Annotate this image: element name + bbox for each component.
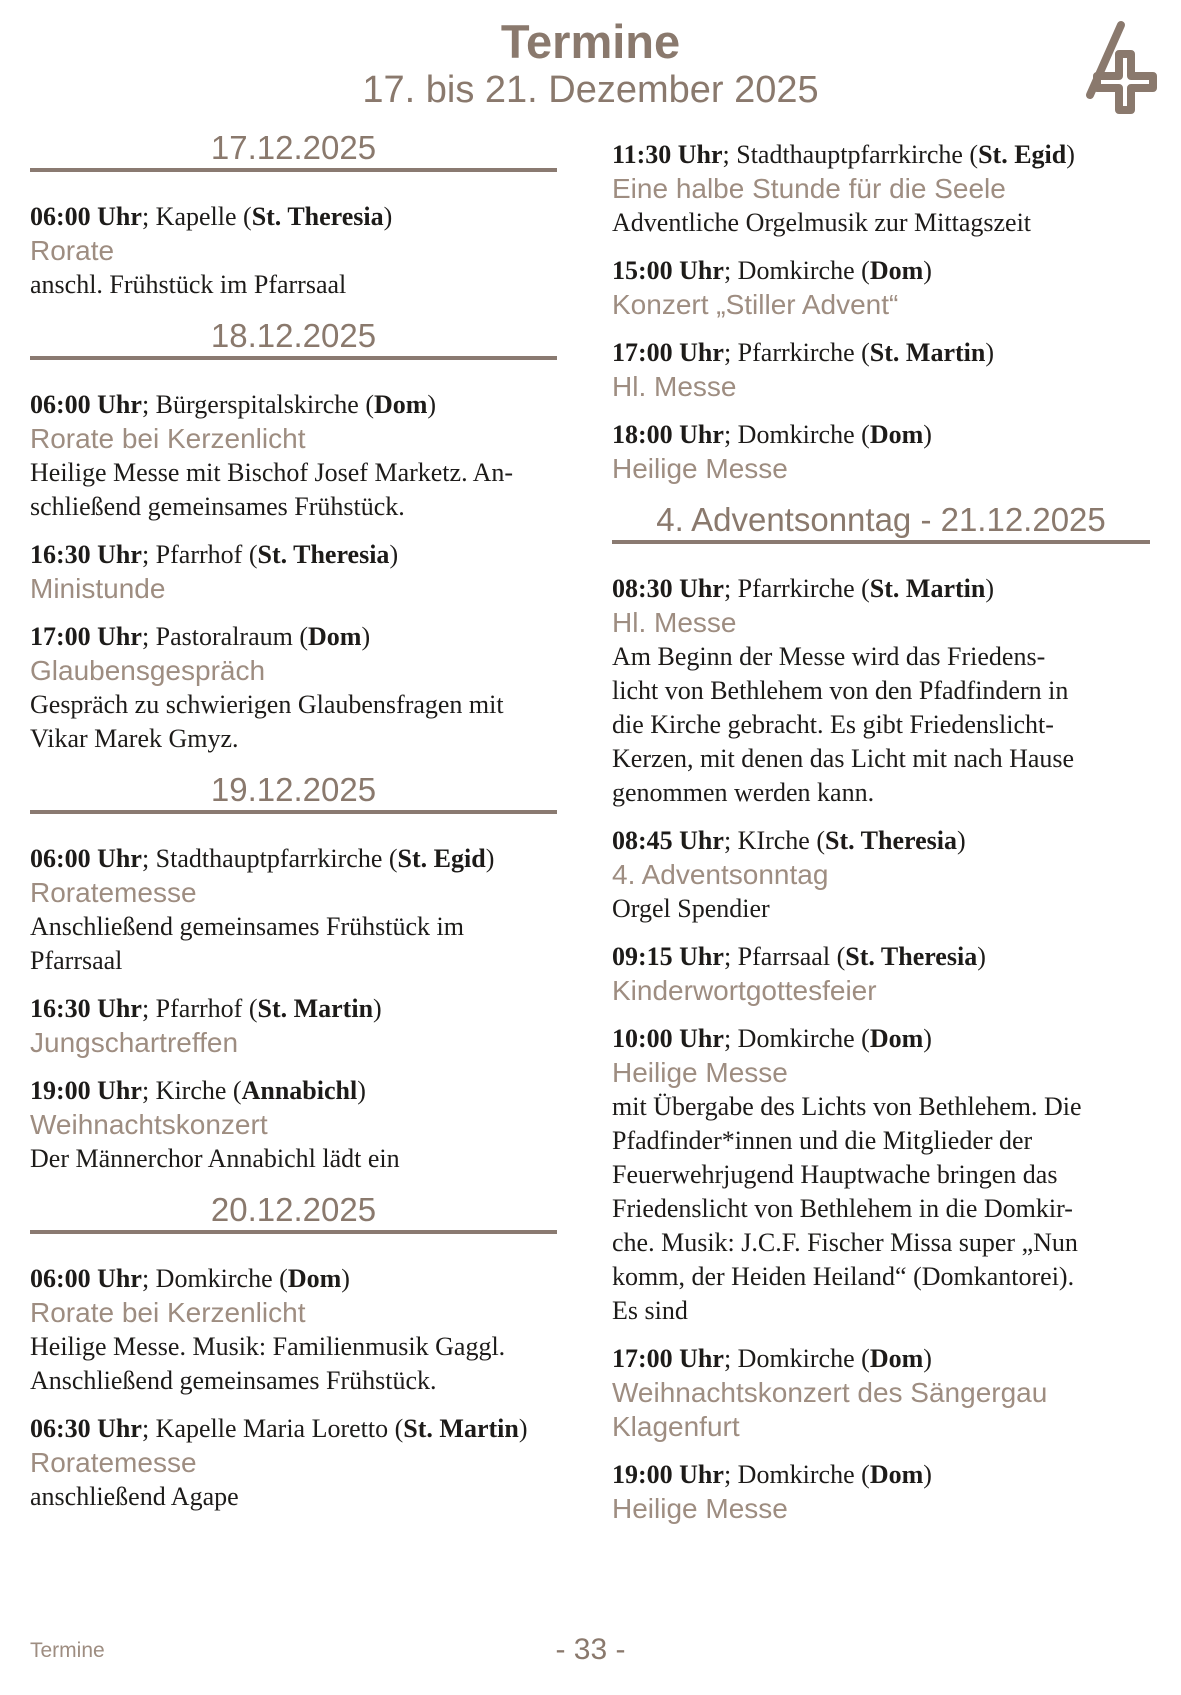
event-venue: St. Theresia — [825, 826, 957, 855]
event-time: 10:00 Uhr — [612, 1024, 724, 1053]
event-entry — [30, 1262, 557, 1398]
event-title: Heilige Messe — [612, 453, 788, 484]
event-description-line: Heilige Messe. Musik: Familienmusik Gaggl. — [30, 1332, 506, 1361]
event-entry — [30, 538, 557, 606]
event-meta: 17:00 Uhr; Domkirche (Dom) — [612, 1344, 932, 1373]
event-venue: Dom — [287, 1264, 342, 1293]
event-meta: 06:00 Uhr; Domkirche (Dom) — [30, 1264, 350, 1293]
event-description-line: Heilige Messe mit Bischof Josef Marketz. An- — [30, 458, 514, 487]
event-time: 06:00 Uhr — [30, 202, 142, 231]
event-venue: Dom — [869, 1024, 924, 1053]
event-meta: 06:00 Uhr; Bürgerspitalskirche (Dom) — [30, 390, 437, 419]
event-entry — [612, 138, 1150, 240]
event-venue: St. Martin — [403, 1414, 519, 1443]
event-venue: Dom — [308, 622, 362, 651]
event-description-line: Anschließend gemeinsames Frühstück im — [30, 912, 464, 941]
event-description-line: die Kirche gebracht. Es gibt Friedenslicht- — [612, 710, 1054, 739]
event-venue: Dom — [869, 1344, 924, 1373]
event-entry — [30, 1074, 557, 1176]
event-description-line: Friedenslicht von Bethlehem in die Domkir- — [612, 1194, 1073, 1223]
event-description-line: Pfadfinder*innen und die Mitglieder der — [612, 1126, 1033, 1155]
event-venue: St. Theresia — [257, 540, 390, 569]
event-meta: 11:30 Uhr; Stadthauptpfarrkirche (St. Egid) — [612, 140, 1075, 169]
event-title: Rorate bei Kerzenlicht — [30, 423, 306, 454]
event-time: 06:00 Uhr — [30, 1264, 142, 1293]
event-entry — [612, 336, 1150, 404]
event-meta: 06:30 Uhr; Kapelle Maria Loretto (St. Martin) — [30, 1414, 528, 1443]
event-description-line: anschließend Agape — [30, 1482, 239, 1511]
event-description-line: genommen werden kann. — [612, 778, 875, 807]
event-meta: 06:00 Uhr; Stadthauptpfarrkirche (St. Egid) — [30, 844, 495, 873]
event-location: Kirche — [155, 1076, 227, 1105]
content — [0, 128, 1181, 1540]
event-entry — [612, 1342, 1150, 1444]
event-title: Roratemesse — [30, 1447, 197, 1478]
page-header — [0, 0, 1181, 112]
event-entry — [30, 842, 557, 978]
event-location: Domkirche — [155, 1264, 273, 1293]
event-location: Pfarrkirche — [737, 574, 855, 603]
event-time: 06:00 Uhr — [30, 844, 142, 873]
event-location: Domkirche — [737, 1460, 855, 1489]
date-rule — [30, 1230, 557, 1234]
event-time: 17:00 Uhr — [612, 338, 724, 367]
event-meta: 19:00 Uhr; Domkirche (Dom) — [612, 1460, 932, 1489]
event-entry — [612, 940, 1150, 1008]
event-entry — [30, 620, 557, 756]
event-entry — [612, 254, 1150, 322]
event-time: 09:15 Uhr — [612, 942, 724, 971]
event-location: Pfarrsaal — [737, 942, 831, 971]
event-time: 17:00 Uhr — [612, 1344, 724, 1373]
event-entry — [612, 418, 1150, 486]
event-description-line: anschl. Frühstück im Pfarrsaal — [30, 270, 347, 299]
event-entry — [30, 388, 557, 524]
event-description-line: Gespräch zu schwierigen Glaubensfragen mit — [30, 690, 504, 719]
event-description-line: Vikar Marek Gmyz. — [30, 724, 239, 753]
event-time: 17:00 Uhr — [30, 622, 142, 651]
event-description-line: Pfarrsaal — [30, 946, 123, 975]
event-location: Kapelle — [155, 202, 237, 231]
event-location: Domkirche — [737, 420, 855, 449]
event-title: Hl. Messe — [612, 371, 737, 402]
event-location: Pfarrkirche — [737, 338, 855, 367]
event-venue: St. Martin — [257, 994, 374, 1023]
date-header: 19.12.2025 — [210, 771, 377, 808]
left-column — [30, 128, 557, 1540]
event-meta: 10:00 Uhr; Domkirche (Dom) — [612, 1024, 932, 1053]
event-entry — [612, 572, 1150, 810]
event-description-line: Am Beginn der Messe wird das Friedens- — [612, 642, 1046, 671]
date-header: 4. Adventsonntag - 21.12.2025 — [656, 501, 1106, 538]
event-title: 4. Adventsonntag — [612, 859, 829, 890]
event-description-line: Der Männerchor Annabichl lädt ein — [30, 1144, 400, 1173]
event-meta: 15:00 Uhr; Domkirche (Dom) — [612, 256, 932, 285]
event-venue: St. Egid — [978, 140, 1067, 169]
event-meta: 18:00 Uhr; Domkirche (Dom) — [612, 420, 932, 449]
event-venue: St. Theresia — [845, 942, 978, 971]
event-title: Glaubensgespräch — [30, 655, 266, 686]
event-time: 08:45 Uhr — [612, 826, 724, 855]
event-description-line: Kerzen, mit denen das Licht mit nach Hause — [612, 744, 1075, 773]
event-entry — [30, 200, 557, 302]
event-meta: 08:30 Uhr; Pfarrkirche (St. Martin) — [612, 574, 994, 603]
event-venue: Dom — [869, 420, 924, 449]
page-footer — [0, 1627, 1181, 1667]
event-description-line: che. Musik: J.C.F. Fischer Missa super „Nun — [612, 1228, 1078, 1257]
event-meta: 16:30 Uhr; Pfarrhof (St. Martin) — [30, 994, 382, 1023]
event-title: Konzert „Stiller Advent“ — [612, 289, 899, 320]
event-time: 16:30 Uhr — [30, 540, 142, 569]
event-venue: Dom — [373, 390, 428, 419]
date-header: 20.12.2025 — [210, 1191, 377, 1228]
event-entry — [30, 1412, 557, 1514]
event-entry — [30, 992, 557, 1060]
page-title: Termine — [500, 15, 681, 68]
event-description-line: Anschließend gemeinsames Frühstück. — [30, 1366, 437, 1395]
event-description-line: licht von Bethlehem von den Pfadfindern in — [612, 676, 1069, 705]
event-location: Domkirche — [737, 256, 855, 285]
event-title: Heilige Messe — [612, 1057, 788, 1088]
event-title: Eine halbe Stunde für die Seele — [612, 173, 1006, 204]
event-entry — [612, 824, 1150, 926]
event-venue: Dom — [869, 1460, 924, 1489]
event-location: Pfarrhof — [155, 540, 243, 569]
event-description-line: Feuerwehrjugend Hauptwache bringen das — [612, 1160, 1058, 1189]
event-time: 18:00 Uhr — [612, 420, 724, 449]
event-title: Weihnachtskonzert — [30, 1109, 268, 1140]
event-title: Jungschartreffen — [30, 1027, 239, 1058]
footer-section-label: Termine — [30, 1639, 105, 1662]
event-venue: Dom — [869, 256, 924, 285]
event-time: 06:30 Uhr — [30, 1414, 142, 1443]
event-title: Heilige Messe — [612, 1493, 788, 1524]
event-meta: 06:00 Uhr; Kapelle (St. Theresia) — [30, 202, 393, 231]
event-title: Roratemesse — [30, 877, 197, 908]
event-meta: 17:00 Uhr; Pastoralraum (Dom) — [30, 622, 371, 651]
event-location: Stadthauptpfarrkirche — [736, 140, 963, 169]
date-rule — [612, 540, 1150, 544]
event-meta: 16:30 Uhr; Pfarrhof (St. Theresia) — [30, 540, 399, 569]
event-time: 06:00 Uhr — [30, 390, 142, 419]
date-rule — [30, 810, 557, 814]
event-venue: St. Martin — [869, 338, 986, 367]
date-header: 18.12.2025 — [210, 317, 377, 354]
event-venue: St. Martin — [869, 574, 986, 603]
event-time: 19:00 Uhr — [612, 1460, 724, 1489]
event-entry — [612, 1022, 1150, 1328]
event-description-line: mit Übergabe des Lichts von Bethlehem. Die — [612, 1092, 1082, 1121]
event-title: Ministunde — [30, 573, 166, 604]
event-description-line: Adventliche Orgelmusik zur Mittagszeit — [612, 208, 1032, 237]
event-location: Bürgerspitalskirche — [155, 390, 359, 419]
event-time: 11:30 Uhr — [612, 140, 723, 169]
event-title: Hl. Messe — [612, 607, 737, 638]
event-meta: 19:00 Uhr; Kirche (Annabichl) — [30, 1076, 366, 1105]
event-description-line: Es sind — [612, 1296, 688, 1325]
event-venue: St. Theresia — [251, 202, 384, 231]
event-venue: Annabichl — [241, 1076, 358, 1105]
event-entry — [612, 1458, 1150, 1526]
event-title: Rorate — [30, 235, 115, 266]
footer-page-number: - 33 - — [555, 1633, 626, 1666]
event-location: Kapelle Maria Loretto — [155, 1414, 389, 1443]
event-description-line: Orgel Spendier — [612, 894, 770, 923]
event-title: Rorate bei Kerzenlicht — [30, 1297, 306, 1328]
event-meta: 09:15 Uhr; Pfarrsaal (St. Theresia) — [612, 942, 986, 971]
right-column — [612, 128, 1150, 1540]
event-location: Stadthauptpfarrkirche — [155, 844, 383, 873]
event-time: 15:00 Uhr — [612, 256, 724, 285]
event-title: Weihnachtskonzert des Sängergau — [612, 1377, 1048, 1408]
event-location: Pastoralraum — [155, 622, 293, 651]
event-meta: 17:00 Uhr; Pfarrkirche (St. Martin) — [612, 338, 994, 367]
event-description-line: komm, der Heiden Heiland“ (Domkantorei). — [612, 1262, 1075, 1291]
event-time: 19:00 Uhr — [30, 1076, 142, 1105]
event-time: 08:30 Uhr — [612, 574, 724, 603]
event-location: KIrche — [737, 826, 810, 855]
event-venue: St. Egid — [397, 844, 486, 873]
event-title: Klagenfurt — [612, 1411, 740, 1442]
page-subtitle: 17. bis 21. Dezember 2025 — [362, 69, 819, 111]
four-cross-logo-icon — [1078, 13, 1178, 125]
date-rule — [30, 168, 557, 172]
date-header: 17.12.2025 — [210, 129, 377, 166]
date-rule — [30, 356, 557, 360]
event-title: Kinderwortgottesfeier — [612, 975, 877, 1006]
event-description-line: schließend gemeinsames Frühstück. — [30, 492, 405, 521]
event-meta: 08:45 Uhr; KIrche (St. Theresia) — [612, 826, 966, 855]
event-location: Pfarrhof — [155, 994, 243, 1023]
event-time: 16:30 Uhr — [30, 994, 142, 1023]
event-location: Domkirche — [737, 1024, 855, 1053]
event-location: Domkirche — [737, 1344, 855, 1373]
